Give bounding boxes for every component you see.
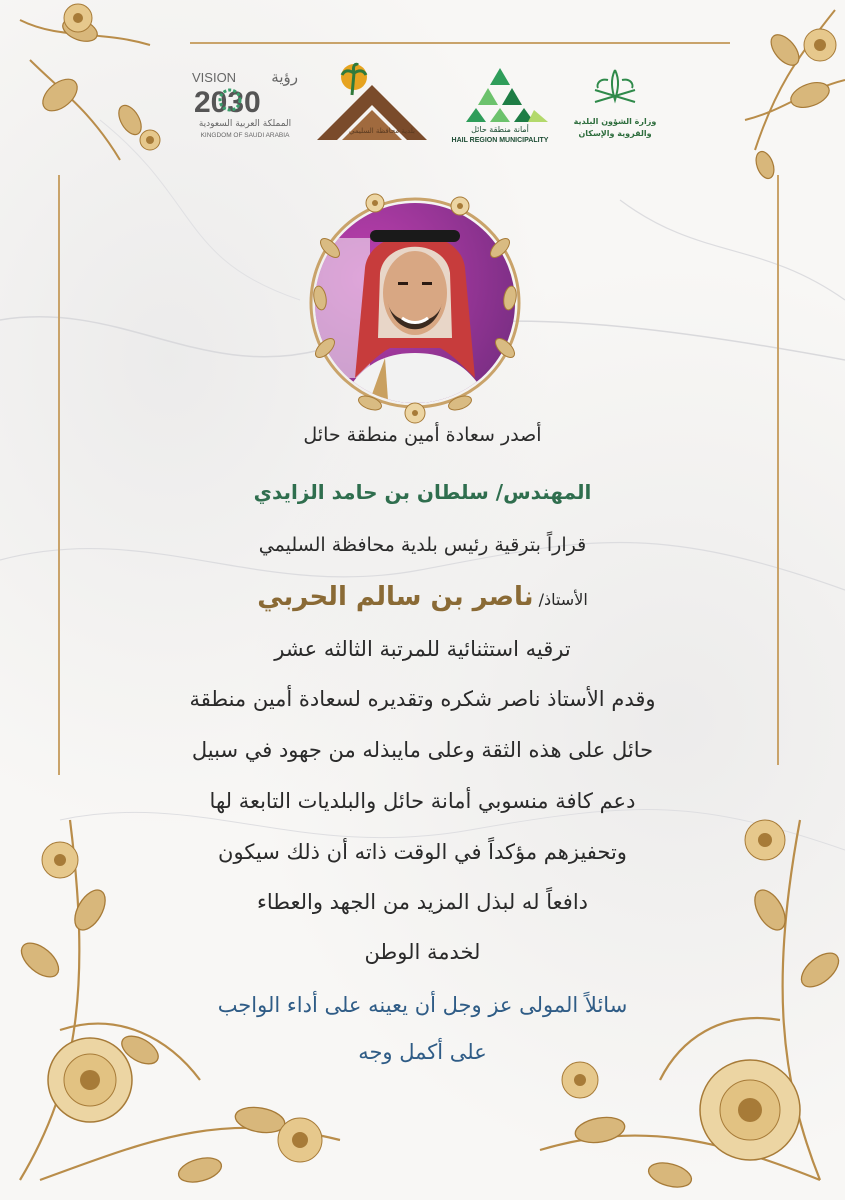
sulaimi-caption: بلدية محافظة السليمي xyxy=(349,127,415,135)
body-line: دعم كافة منسوبي أمانة حائل والبلديات التابعة لها xyxy=(209,789,636,813)
hail-caption-en: HAIL REGION MUNICIPALITY xyxy=(451,137,549,144)
vision-country-en: KINGDOM OF SAUDI ARABIA xyxy=(200,132,290,139)
honoree-name: ناصر بن سالم الحربي xyxy=(257,582,534,612)
ministry-caption-1: وزارة الشؤون البلدية xyxy=(573,117,657,126)
body-line: حائل على هذه الثقة وعلى مايبذله من جهود في سبيل xyxy=(191,738,654,762)
body-line: لخدمة الوطن xyxy=(364,940,481,964)
vision-year: 2030 xyxy=(194,86,261,119)
announcement xyxy=(60,0,785,1200)
vision-word-en: VISION xyxy=(192,70,237,85)
issuer-name: المهندس/ سلطان بن حامد الزايدي xyxy=(253,480,592,504)
prayer-line: على أكمل وجه xyxy=(358,1040,487,1064)
hail-caption-ar: أمانة منطقة حائل xyxy=(471,125,529,134)
ministry-caption-2: والقروية والإسكان xyxy=(578,129,652,138)
vision-word-ar: رؤية xyxy=(271,68,298,86)
prayer-line: سائلاً المولى عز وجل أن يعينه على أداء الواجب xyxy=(217,993,628,1017)
body-line: وتحفيزهم مؤكداً في الوقت ذاته أن ذلك سيكون xyxy=(218,840,627,864)
body-line: ترقيه استثنائية للمرتبة الثالثه عشر xyxy=(274,637,571,661)
decision-line: قراراً بترقية رئيس بلدية محافظة السليمي xyxy=(258,534,587,556)
announcement-intro: أصدر سعادة أمين منطقة حائل xyxy=(303,424,542,446)
body-line: وقدم الأستاذ ناصر شكره وتقديره لسعادة أمين منطقة xyxy=(189,687,656,711)
honoree-line xyxy=(60,582,785,612)
honoree-title: الأستاذ/ xyxy=(538,590,588,609)
vision-country-ar: المملكة العربية السعودية xyxy=(198,119,292,129)
body-line: دافعاً له لبذل المزيد من الجهد والعطاء xyxy=(256,890,589,914)
